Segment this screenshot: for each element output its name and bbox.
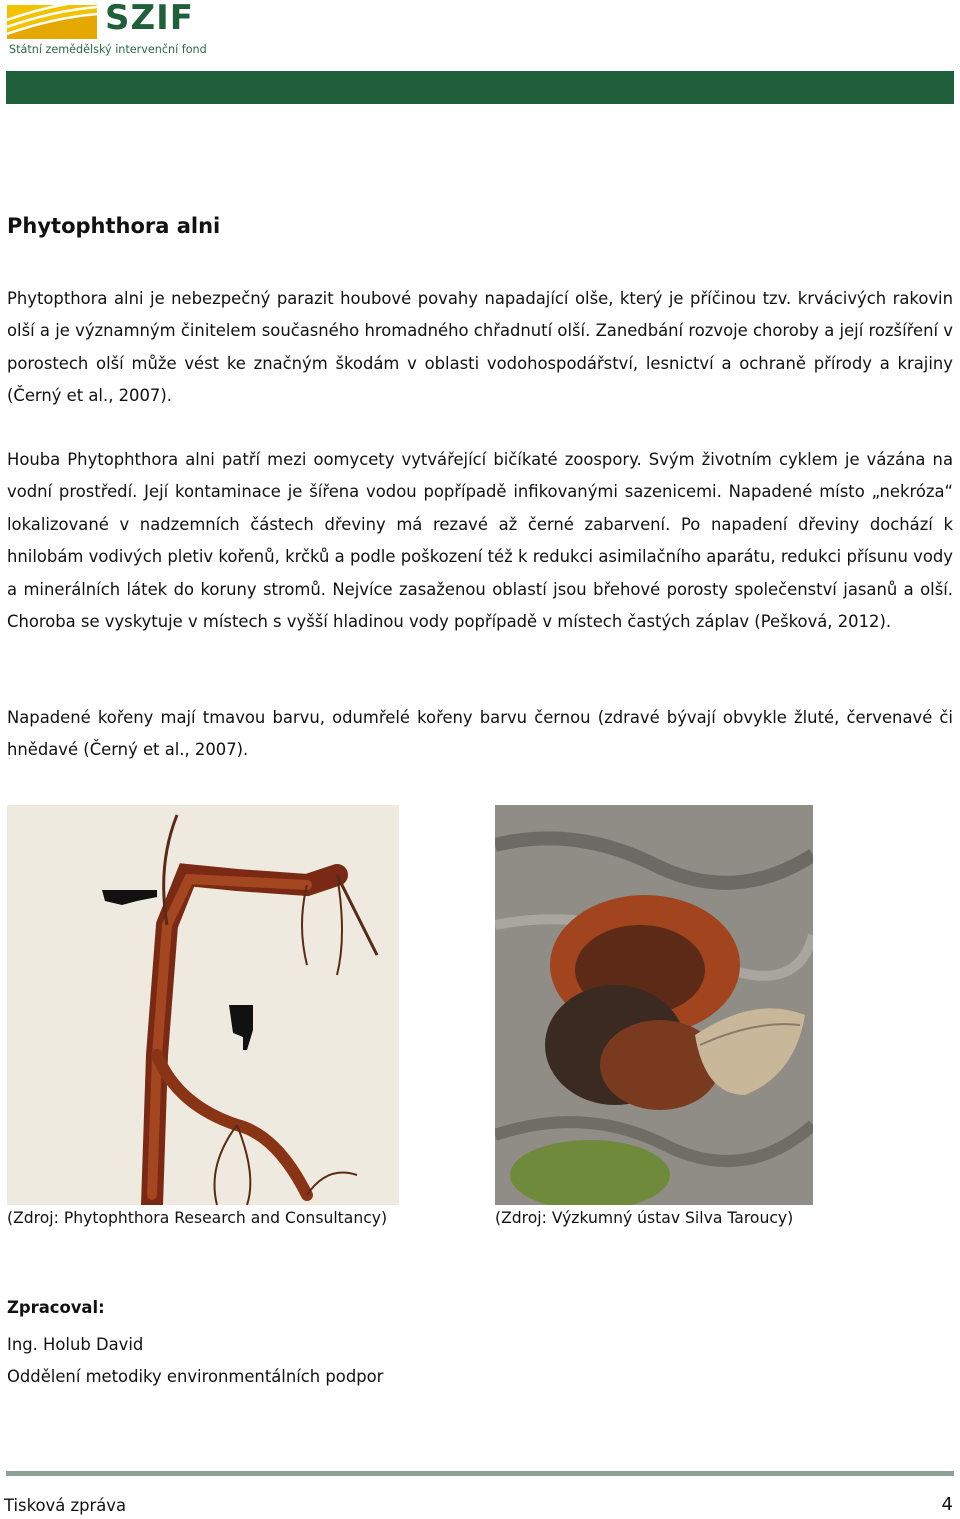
logo-subtitle: Státní zemědělský intervenční fond (9, 43, 207, 56)
author-heading: Zpracoval: (7, 1298, 105, 1317)
szif-logo (7, 0, 207, 57)
page-title: Phytophthora alni (7, 214, 221, 238)
paragraph-roots: Napadené kořeny mají tmavou barvu, odumřelé kořeny barvu černou (zdravé bývají obvykle žluté, červenavé či hnědavé (Černý et al., 2007). (7, 708, 953, 760)
footer-label: Tisková zpráva (4, 1496, 127, 1515)
author-department: Oddělení metodiky environmentálních podpor (7, 1367, 384, 1386)
figure-caption: (Zdroj: Phytophthora Research and Consultancy) (7, 1209, 388, 1227)
author-name: Ing. Holub David (7, 1335, 144, 1354)
paragraph-intro: Phytopthora alni je nebezpečný parazit houbové povahy napadající olše, který je příčinou tzv. krvácivých rakovin olší a je významným činitelem současného hromadného chřadnutí olší. Zanedbání rozvoje choroby a její rozšíření v porostech olší může vést ke značným škodám v oblasti vodohospodářství, lesnictví a ochraně přírody a krajiny (Černý et al., 2007). (7, 289, 953, 406)
footer-divider (6, 1471, 954, 1476)
logo-wordmark: SZIF (105, 0, 195, 38)
bleeding-canker-photo (495, 805, 813, 1205)
wheat-field-logo-icon (7, 5, 97, 39)
header-bar (6, 71, 954, 104)
paragraph-biology: Houba Phytophthora alni patří mezi oomycety vytvářející bičíkaté zoospory. Svým životním cyklem je vázána na vodní prostředí. Její kontaminace je šířena vodou popřípadě infikovanými sazenicemi. Napadené místo „nekróza“ lokalizované v nadzemních částech dřeviny má rezavé až černé zabarvení. Po napadení dřeviny dochází k hnilobám vodivých pletiv kořenů, krčků a podle poškození též k redukci asimilačního aparátu, redukci přísunu vody a minerálních látek do koruny stromů. Nejvíce zasaženou oblastí jsou břehové porosty společenství jasanů a olší. Choroba se vyskytuje v místech s vyšší hladinou vody popřípadě v místech častých záplav (Pešková, 2012). (7, 450, 953, 632)
figure-caption: (Zdroj: Výzkumný ústav Silva Taroucy) (495, 1209, 794, 1227)
infected-roots-photo (7, 805, 399, 1205)
page-number: 4 (941, 1494, 953, 1515)
